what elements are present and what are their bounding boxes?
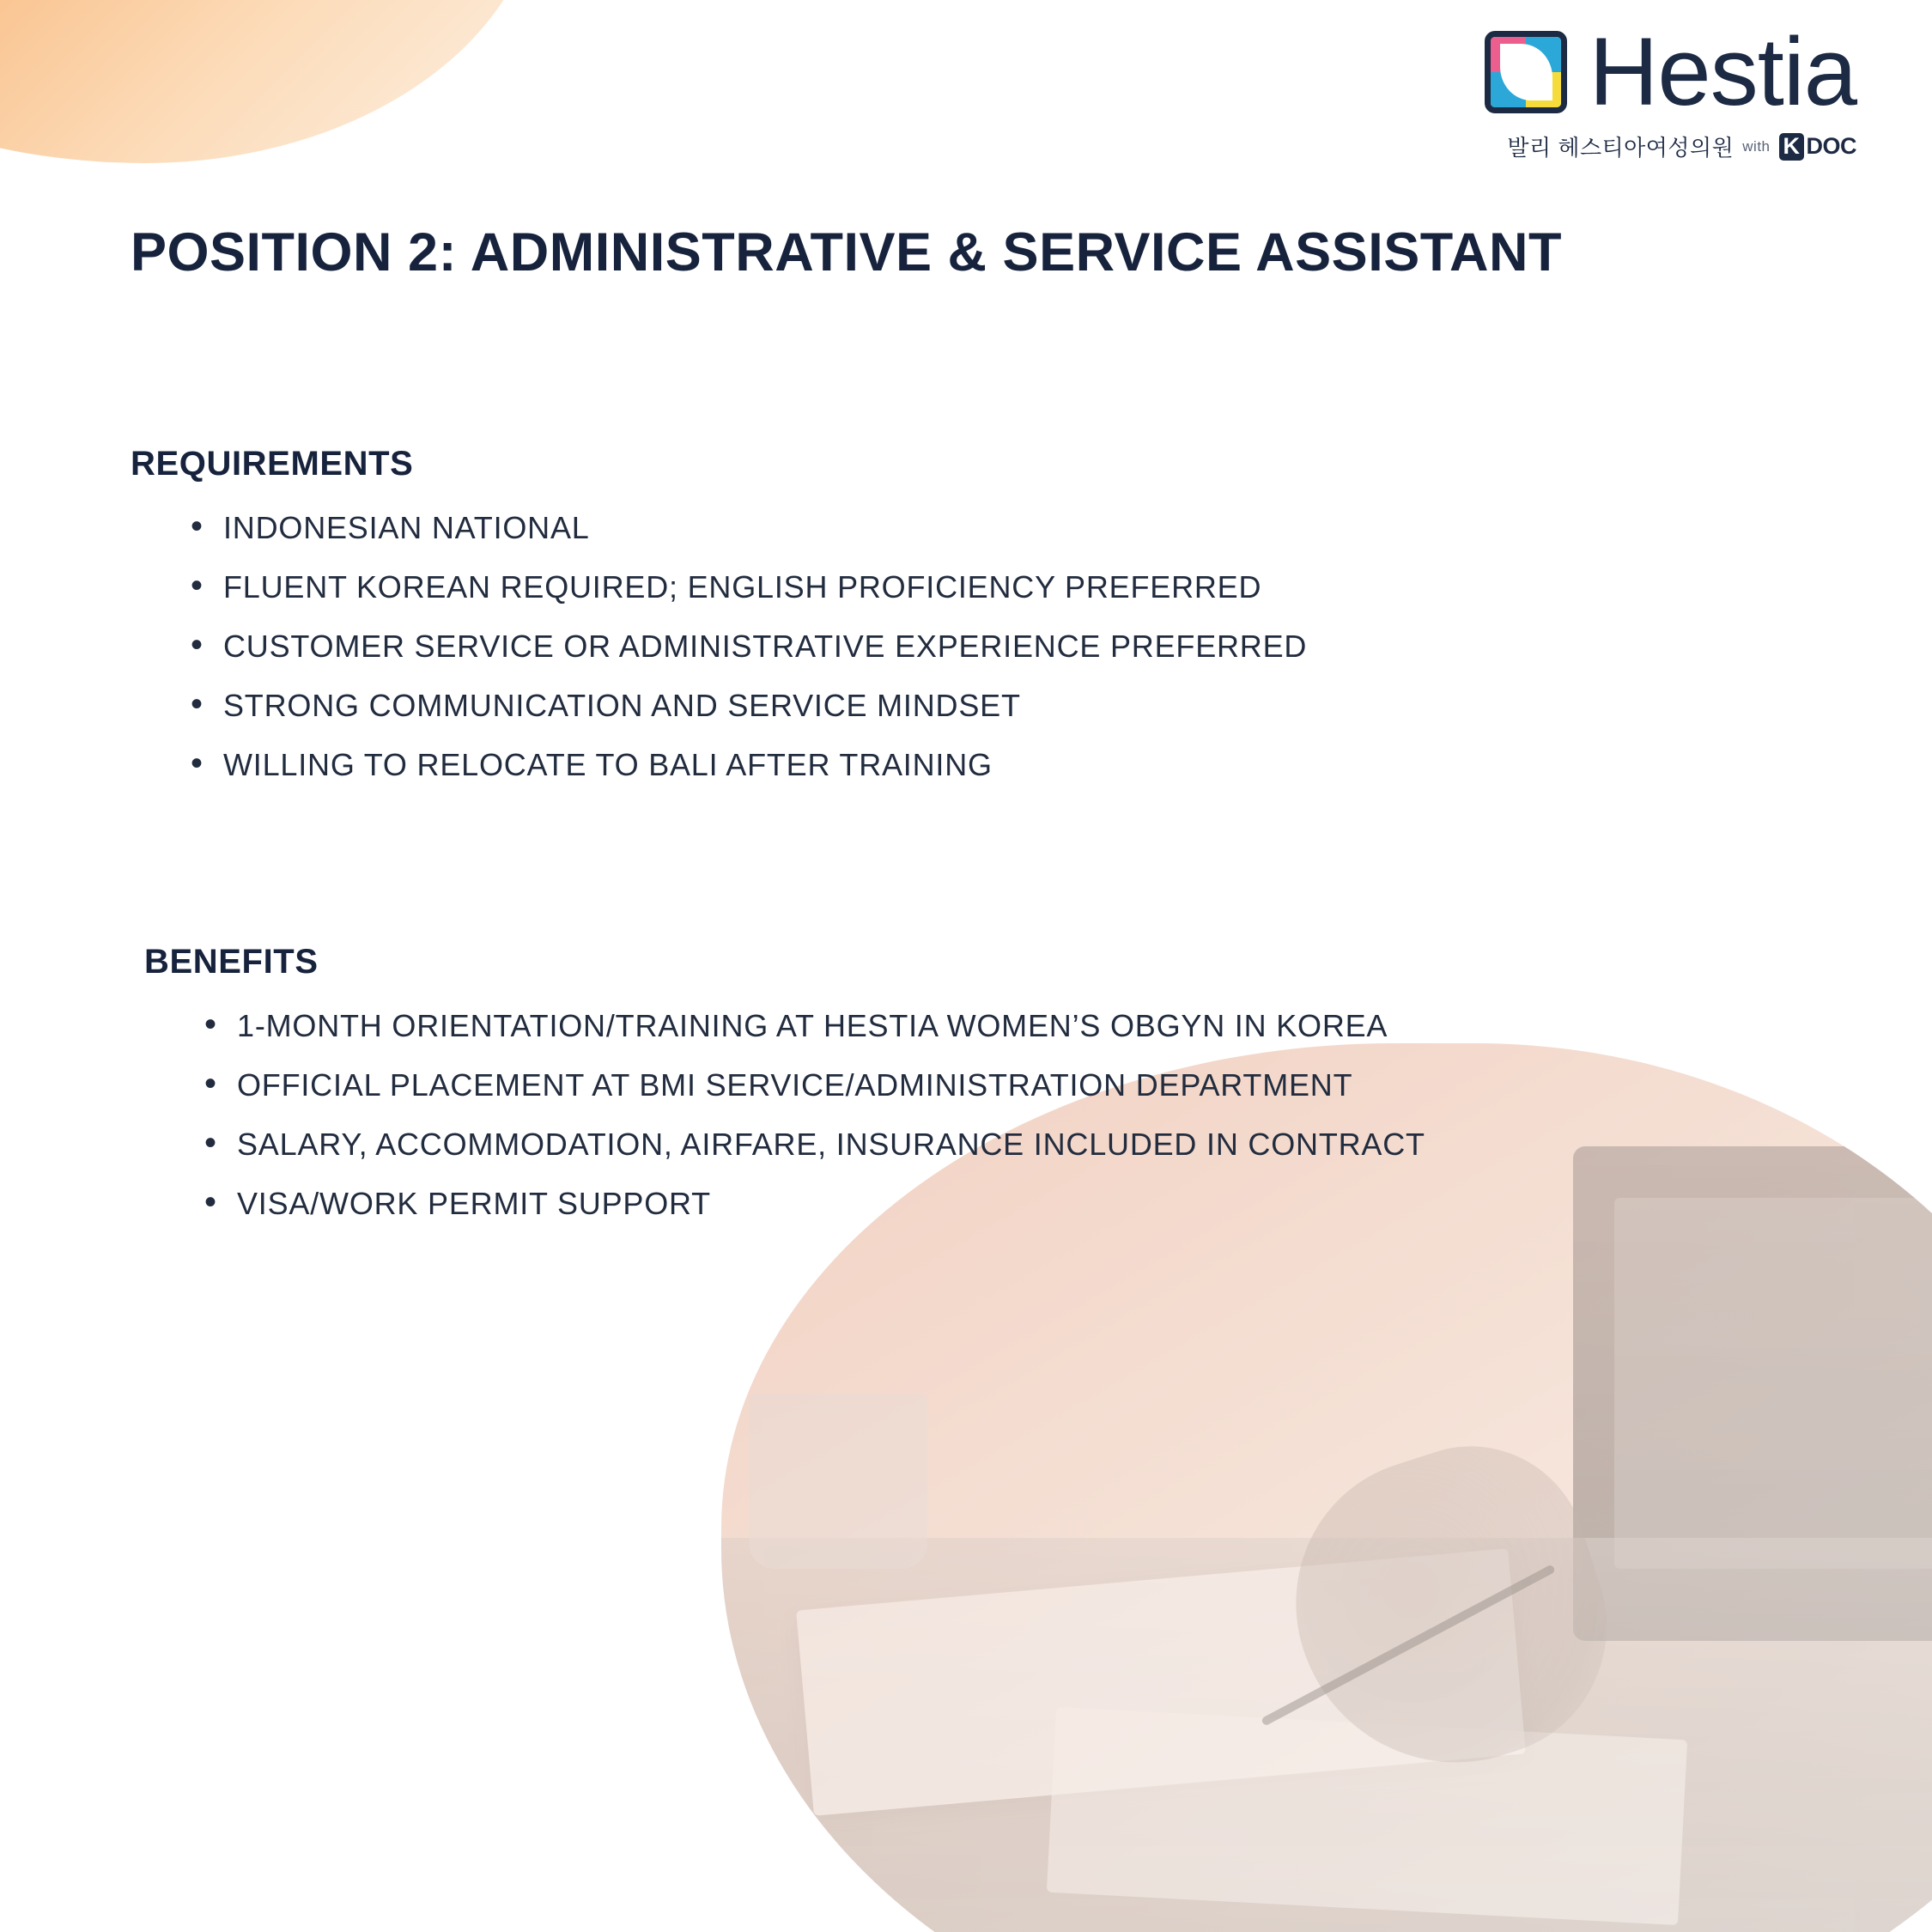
hestia-logo-mark-icon bbox=[1485, 31, 1567, 113]
brand-with-label: with bbox=[1742, 137, 1771, 155]
brand-logo-row bbox=[1485, 18, 1856, 125]
partner-kdoc-doc: DOC bbox=[1806, 132, 1856, 159]
partner-kdoc-k: K bbox=[1779, 133, 1804, 161]
section-heading-benefits: BENEFITS bbox=[144, 943, 319, 981]
photo-monitor-screen bbox=[1614, 1198, 1932, 1569]
requirements-list bbox=[184, 510, 1831, 782]
list-item: • 1-MONTH ORIENTATION/TRAINING AT HESTIA WOMEN’S OBGYN IN KOREA bbox=[197, 1011, 1844, 1042]
section-benefits bbox=[144, 943, 1844, 1248]
list-item: • VISA/WORK PERMIT SUPPORT bbox=[197, 1188, 1844, 1219]
list-item: • STRONG COMMUNICATION AND SERVICE MINDSET bbox=[184, 690, 1831, 721]
partner-kdoc-logo bbox=[1779, 133, 1857, 161]
section-requirements bbox=[131, 445, 1831, 809]
brand-logo bbox=[1485, 18, 1856, 162]
brand-wordmark: Hestia bbox=[1589, 18, 1856, 125]
decorative-blob-top-left bbox=[0, 0, 541, 163]
section-heading-requirements: REQUIREMENTS bbox=[131, 445, 414, 483]
brand-korean-subtitle: 발리 헤스티아여성의원 bbox=[1507, 135, 1735, 161]
page-title: POSITION 2: ADMINISTRATIVE & SERVICE ASSISTANT bbox=[131, 222, 1562, 283]
photo-paper-back bbox=[1047, 1707, 1687, 1925]
benefits-list bbox=[197, 1008, 1844, 1221]
brand-subtitle-row bbox=[1507, 131, 1856, 162]
list-item: • CUSTOMER SERVICE OR ADMINISTRATIVE EXPERIENCE PREFERRED bbox=[184, 631, 1831, 662]
list-item: • INDONESIAN NATIONAL bbox=[184, 513, 1831, 544]
photo-mug bbox=[749, 1394, 927, 1569]
list-item: • FLUENT KOREAN REQUIRED; ENGLISH PROFICIENCY PREFERRED bbox=[184, 572, 1831, 603]
list-item: • OFFICIAL PLACEMENT AT BMI SERVICE/ADMINISTRATION DEPARTMENT bbox=[197, 1070, 1844, 1101]
list-item: • WILLING TO RELOCATE TO BALI AFTER TRAINING bbox=[184, 750, 1831, 781]
list-item: • SALARY, ACCOMMODATION, AIRFARE, INSURANCE INCLUDED IN CONTRACT bbox=[197, 1129, 1844, 1160]
